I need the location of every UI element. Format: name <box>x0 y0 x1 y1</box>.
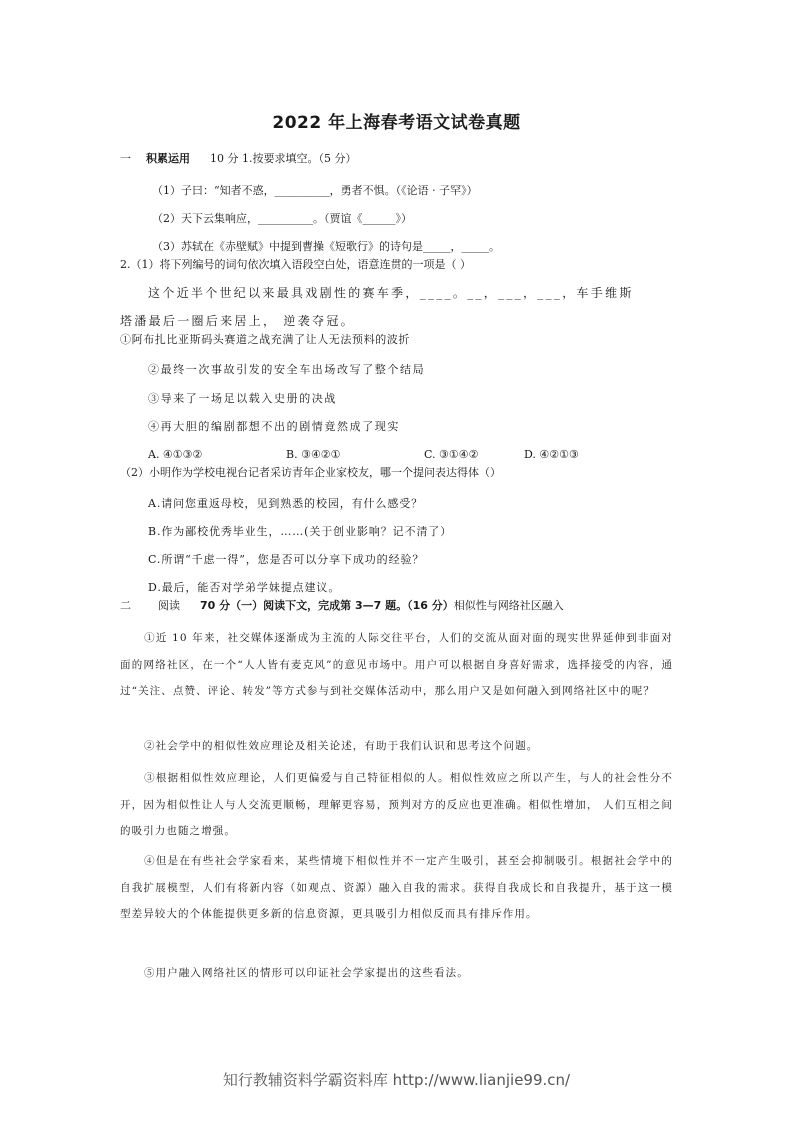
question-1-1: （1）子曰：“知者不惑，__________，勇者不惧。（《论语 · 子罕》） <box>152 184 478 197</box>
section2-intro <box>200 598 564 614</box>
reading-paragraph-4 <box>120 848 673 928</box>
question-2-stem: 2.（1）将下列编号的词句依次填入语段空白处，语意连贯的一项是（ ） <box>120 258 471 271</box>
answer-c: C.所谓“千虑一得”，您是否可以分享下成功的经验？ <box>148 553 425 566</box>
choice-c: C. ③①④② <box>424 448 479 461</box>
paragraph-3-text: ③根据相似性效应理论，人们更偏爱与自己特征相似的人。相似性效应之所以产生，与人的社会性分不开，因为相似性让人与人交流更顺畅，理解更容易，预判对方的反应也更准确。相似性增加， 人们互相之间的吸引力也随之增强。 <box>120 772 673 837</box>
passage-line-1: 这个近半个世纪以来最具戏剧性的赛车季，____。__，___，___，车手维斯 <box>148 286 634 300</box>
page-title: 2022 年上海春考语文试卷真题 <box>272 113 521 133</box>
reading-title: 相似性与网络社区融入 <box>453 599 564 612</box>
sentence-option-3: ③导来了一场足以载入史册的决战 <box>148 392 337 405</box>
section2-number: 二 <box>120 599 131 612</box>
section1-name: 积累运用 <box>146 152 190 165</box>
footer-watermark: 知行教辅资料学霸资料库 http://www.lianjie99.cn/ <box>222 1071 571 1089</box>
choice-a: A. ④①③② <box>148 448 203 461</box>
answer-d: D.最后，能否对学弟学妹提点建议。 <box>148 581 341 594</box>
reading-paragraph-1 <box>120 625 673 705</box>
section2-name: 阅读 <box>158 599 180 612</box>
paragraph-1-text: ①近 10 年来，社交媒体逐渐成为主流的人际交往平台，人们的交流从面对面的现实世界延伸到非面对面的网络社区，在一个“人人皆有麦克风”的意见市场中。用户可以根据自身喜好需求，选择接受的内容，通过“关注、点赞、评论、转发”等方式参与到社交媒体活动中，那么用户又是如何融入到网络社区中的呢？ <box>120 632 673 697</box>
answer-a: A.请问您重返母校，见到熟悉的校园，有什么感受？ <box>148 497 424 510</box>
section1-number: 一 <box>120 152 131 165</box>
sentence-option-4: ④再大胆的编剧都想不出的剧情竟然成了现实 <box>148 420 400 433</box>
paragraph-5-text: ⑤用户融入网络社区的情形可以印证社会学家提出的这些看法。 <box>144 967 469 979</box>
reading-paragraph-5 <box>120 960 673 987</box>
paragraph-4-text: ④但是在有些社会学家看来，某些情境下相似性并不一定产生吸引，甚至会抑制吸引。根据社会学中的自我扩展模型，人们有将新内容（如观点、资源）融入自我的需求。获得自我成长和自我提升，基于这一模型差异较大的个体能提供更多新的信息资源，更具吸引力相似反而具有排斥作用。 <box>120 855 673 920</box>
choice-d: D. ④②①③ <box>524 448 579 461</box>
question-1-3: （3）苏轼在《赤壁赋》中提到曹操《短歌行》的诗句是_____，_____。 <box>152 240 500 253</box>
passage-line-2: 塔潘最后一圈后来居上， 逆袭夺冠。 <box>120 314 355 328</box>
sentence-option-2: ②最终一次事故引发的安全车出场改写了整个结局 <box>148 363 426 376</box>
section1-intro: 10 分 1.按要求填空。（5 分） <box>210 152 357 165</box>
reading-paragraph-2 <box>120 733 673 760</box>
sentence-option-1: ①阿布扎比亚斯码头赛道之战充满了让人无法预料的波折 <box>120 333 410 346</box>
question-1-2: （2）天下云集响应，__________。（贾谊《______》） <box>152 212 412 225</box>
reading-paragraph-3 <box>120 765 673 845</box>
section2-intro-main: 70 分（一）阅读下文，完成第 3—7 题。（16 分） <box>200 599 454 612</box>
answer-b: B.作为鄙校优秀毕业生，……(关于创业影响？记不清了） <box>148 525 453 538</box>
choice-b: B. ③④②① <box>286 448 341 461</box>
question-2-2: （2）小明作为学校电视台记者采访青年企业家校友，哪一个提问表达得体（） <box>120 466 501 479</box>
paragraph-2-text: ②社会学中的相似性效应理论及相关论述，有助于我们认识和思考这个问题。 <box>144 740 539 752</box>
